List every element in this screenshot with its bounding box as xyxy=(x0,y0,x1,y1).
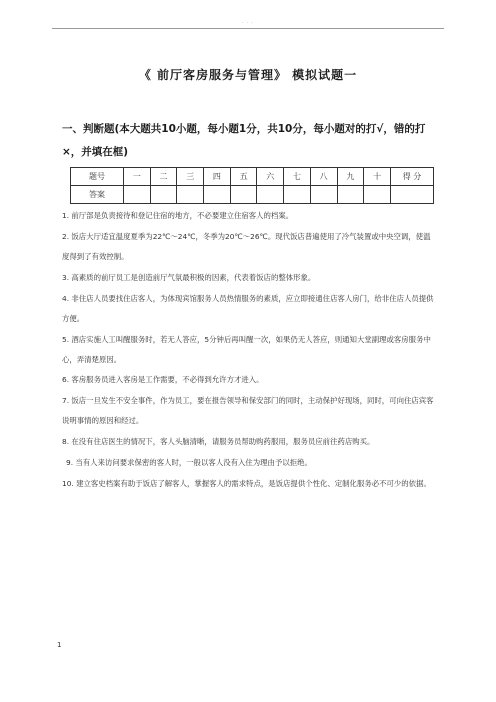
table-cell: 得 分 xyxy=(391,168,434,186)
answer-cell[interactable] xyxy=(337,186,364,204)
table-cell: 七 xyxy=(284,168,311,186)
table-cell: 九 xyxy=(337,168,364,186)
answer-cell[interactable] xyxy=(364,186,391,204)
table-cell: 三 xyxy=(177,168,204,186)
table-cell: 十 xyxy=(364,168,391,186)
exam-title: 《 前厅客房服务与管理》 模拟试题一 xyxy=(138,68,358,82)
table-cell: 一 xyxy=(124,168,151,186)
score-table-answer-row xyxy=(71,186,434,204)
answer-cell[interactable] xyxy=(204,186,231,204)
answer-cell[interactable] xyxy=(230,186,257,204)
answer-cell[interactable] xyxy=(177,186,204,204)
answer-cell[interactable] xyxy=(284,186,311,204)
question-item: 4. 非住店人员要找住店客人，为体现宾馆服务人员热情服务的素质，应立即接通住店客人房门，给非住店人员提供方便。 xyxy=(62,293,434,323)
question-list xyxy=(62,206,434,495)
question-item: 9. 当有人来访问要求保密的客人时，一般以客人没有入住为理由予以拒绝。 xyxy=(66,458,312,468)
question-item: 6. 客房服务员进入客房是工作需要，不必得到允许方才进入。 xyxy=(62,375,264,385)
table-cell: 五 xyxy=(230,168,257,186)
table-cell: 答案 xyxy=(71,186,124,204)
question-item: 8. 在没有住店医生的情况下，客人头脑清晰，请服务员帮助购药服用，服务员应前往药店购买。 xyxy=(62,437,375,447)
question-item: 1. 前厅部是负责接待和登记住宿的地方，不必要建立住宿客人的档案。 xyxy=(62,211,294,220)
question-item: 2. 饭店大厅适宜温度夏季为22℃～24℃，冬季为20℃～26℃。现代饭店普遍使用了冷气装置或中央空调，使温度得到了有效控制。 xyxy=(62,231,431,261)
table-cell: 六 xyxy=(257,168,284,186)
table-cell: 题号 xyxy=(71,168,124,186)
question-item: 7. 饭店一旦发生不安全事件，作为员工，要在报告领导和保安部门的同时，主动保护好现场，同时，可向住店宾客说明事情的原因和经过。 xyxy=(62,396,434,426)
section-heading: 一、判断题(本大题共10小题，每小题1分，共10分，每小题对的打√，错的打×，并填在框) xyxy=(62,123,426,158)
question-item: 5. 酒店实施人工叫醒服务时，若无人答应，5分钟后再叫醒一次，如果仍无人答应，则通知大堂副理或客房服务中心，弄清楚原因。 xyxy=(62,334,431,364)
header-mark: - - - xyxy=(242,20,254,25)
score-table-header-row xyxy=(71,168,434,186)
table-cell: 八 xyxy=(310,168,337,186)
page-number: 1 xyxy=(57,641,62,649)
table-cell: 二 xyxy=(150,168,177,186)
answer-cell[interactable] xyxy=(124,186,151,204)
score-table xyxy=(70,167,434,204)
table-cell: 四 xyxy=(204,168,231,186)
question-item: 10. 建立客史档案有助于饭店了解客人，掌握客人的需求特点，是饭店提供个性化、定制化服务必不可少的依据。 xyxy=(62,479,431,489)
answer-cell[interactable] xyxy=(310,186,337,204)
answer-cell[interactable] xyxy=(257,186,284,204)
question-item: 3. 高素质的前厅员工是创造前厅气氛最积极的因素，代表着饭店的整体形象。 xyxy=(62,272,316,282)
header-rule xyxy=(52,28,444,29)
answer-cell[interactable] xyxy=(150,186,177,204)
score-cell[interactable] xyxy=(391,186,434,204)
